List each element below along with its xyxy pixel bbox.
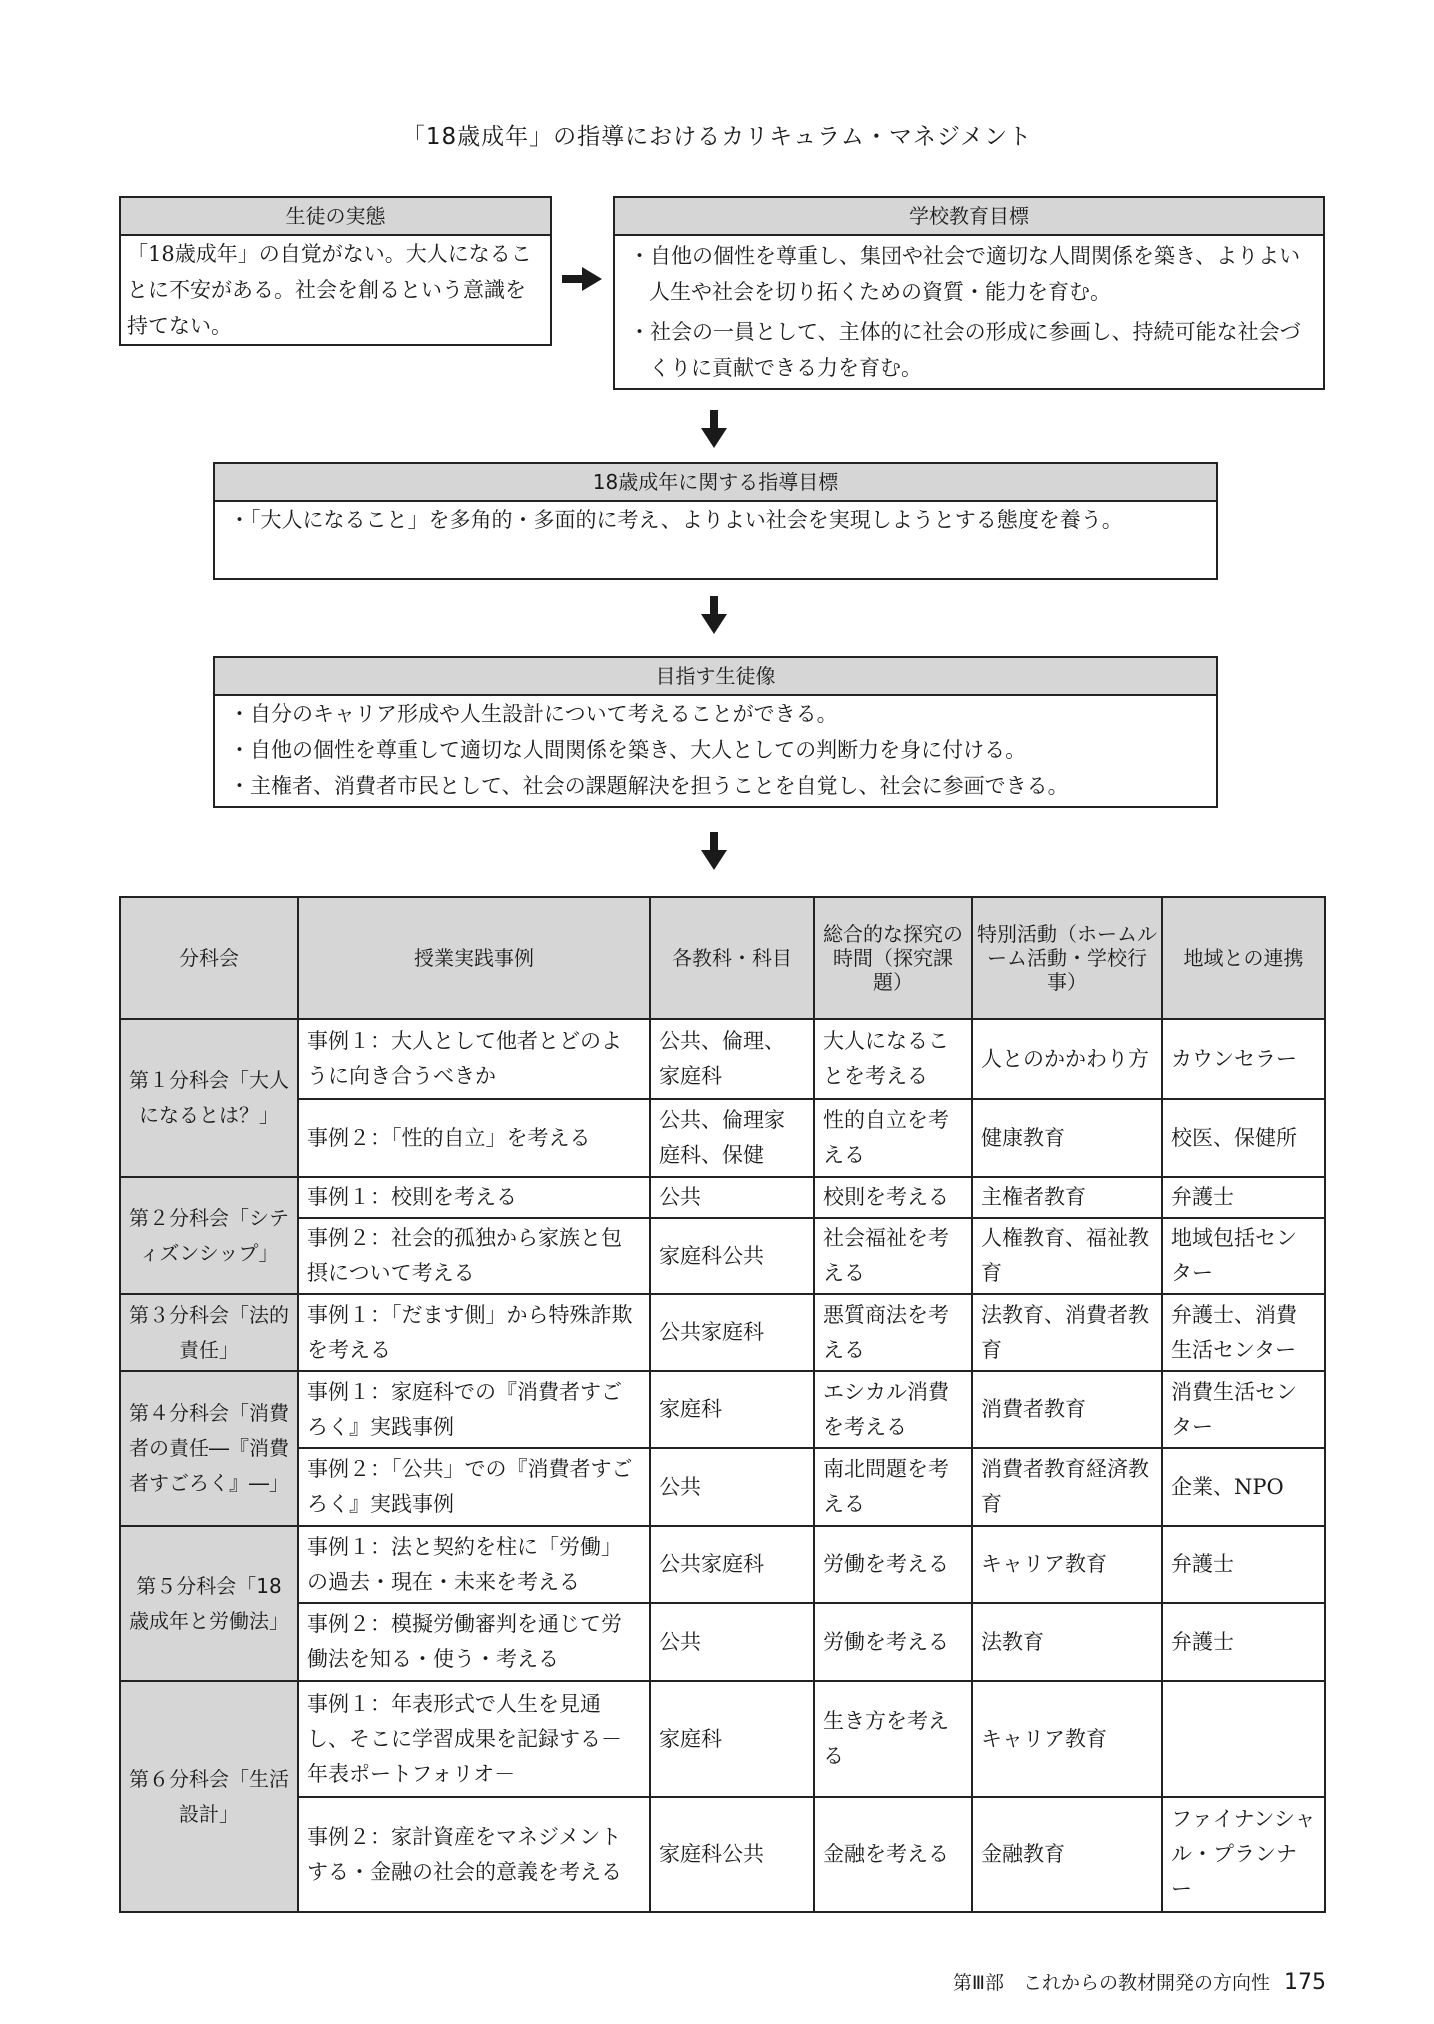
header-community: 地域との連携 [1162,897,1325,1019]
division-3: 第３分科会「法的責任」 [120,1294,298,1371]
activity-cell: 法教育、消費者教育 [972,1294,1162,1371]
page-number: 175 [1284,1970,1326,1995]
division-4: 第４分科会「消費者の責任―『消費者すごろく』―」 [120,1371,298,1526]
guidance-goal-list [215,502,1216,538]
school-goals-title: 学校教育目標 [615,198,1323,236]
school-goal-item: ・社会の一員として、主体的に社会の形成に参画し、持続可能な社会づくりに貢献できる力を育む。 [629,320,1301,380]
subject-cell: 家庭科 [650,1681,814,1797]
table-row [120,1448,1325,1526]
division-1: 第１分科会「大人になるとは？」 [120,1019,298,1177]
target-student-box [213,656,1218,808]
community-cell: 弁護士 [1162,1177,1325,1218]
community-cell: カウンセラー [1162,1019,1325,1099]
table-row [120,1177,1325,1218]
school-goals-list [615,236,1323,386]
activity-cell: キャリア教育 [972,1526,1162,1603]
activity-cell: 消費者教育経済教育 [972,1448,1162,1526]
activity-cell: キャリア教育 [972,1681,1162,1797]
inquiry-cell: 生き方を考える [814,1681,972,1797]
header-inquiry: 総合的な探究の時間（探究課題） [814,897,972,1019]
inquiry-cell: 大人になることを考える [814,1019,972,1099]
school-goal-item: ・自他の個性を尊重し、集団や社会で適切な人間関係を築き、よりよい人生や社会を切り拓くための資質・能力を育む。 [629,244,1301,304]
inquiry-cell: 金融を考える [814,1797,972,1912]
table-header-row [120,897,1325,1019]
case-cell: 事例２：「公共」での『消費者すごろく』実践事例 [298,1448,650,1526]
case-cell: 事例２：模擬労働審判を通じて労働法を知る・使う・考える [298,1603,650,1681]
activity-cell: 人権教育、福祉教育 [972,1218,1162,1294]
inquiry-cell: 性的自立を考える [814,1099,972,1177]
activity-cell: 消費者教育 [972,1371,1162,1448]
case-cell: 事例１：大人として他者とどのように向き合うべきか [298,1019,650,1099]
header-division: 分科会 [120,897,298,1019]
table-row [120,1019,1325,1099]
header-case: 授業実践事例 [298,897,650,1019]
case-cell: 事例１：「だます側」から特殊詐欺を考える [298,1294,650,1371]
community-cell: 弁護士 [1162,1526,1325,1603]
table-row [120,1218,1325,1294]
target-student-title: 目指す生徒像 [215,658,1216,696]
table-row [120,1371,1325,1448]
school-goals-box [613,196,1325,390]
subject-cell: 公共家庭科 [650,1526,814,1603]
community-cell: 校医、保健所 [1162,1099,1325,1177]
inquiry-cell: エシカル消費を考える [814,1371,972,1448]
subject-cell: 家庭科公共 [650,1218,814,1294]
case-cell: 事例１：法と契約を柱に「労働」の過去・現在・未来を考える [298,1526,650,1603]
target-student-item: ・自他の個性を尊重して適切な人間関係を築き、大人としての判断力を身に付ける。 [229,738,1027,762]
footer-part-title: 第Ⅲ部 これからの教材開発の方向性 [952,1972,1270,1994]
target-student-item: ・自分のキャリア形成や人生設計について考えることができる。 [229,702,838,726]
community-cell [1162,1681,1325,1797]
header-subject: 各教科・科目 [650,897,814,1019]
inquiry-cell: 悪質商法を考える [814,1294,972,1371]
community-cell: 消費生活センター [1162,1371,1325,1448]
case-cell: 事例１：年表形式で人生を見通し、そこに学習成果を記録する－年表ポートフォリオ－ [298,1681,650,1797]
subject-cell: 公共、倫理、家庭科 [650,1019,814,1099]
subject-cell: 公共 [650,1177,814,1218]
inquiry-cell: 労働を考える [814,1603,972,1681]
target-student-list [215,696,1216,804]
activity-cell: 金融教育 [972,1797,1162,1912]
subject-cell: 家庭科公共 [650,1797,814,1912]
inquiry-cell: 社会福祉を考える [814,1218,972,1294]
activity-cell: 法教育 [972,1603,1162,1681]
case-cell: 事例２：「性的自立」を考える [298,1099,650,1177]
activity-cell: 健康教育 [972,1099,1162,1177]
community-cell: 弁護士 [1162,1603,1325,1681]
table-row [120,1294,1325,1371]
table-row [120,1099,1325,1177]
subject-cell: 家庭科 [650,1371,814,1448]
division-5: 第５分科会「18歳成年と労働法」 [120,1526,298,1681]
table-row [120,1797,1325,1912]
division-2: 第２分科会「シティズンシップ」 [120,1177,298,1294]
student-reality-title: 生徒の実態 [121,198,550,236]
community-cell: 弁護士、消費生活センター [1162,1294,1325,1371]
division-6: 第６分科会「生活設計」 [120,1681,298,1912]
inquiry-cell: 南北問題を考える [814,1448,972,1526]
header-special-activity: 特別活動（ホームルーム活動・学校行事） [972,897,1162,1019]
activity-cell: 人とのかかわり方 [972,1019,1162,1099]
case-cell: 事例１：校則を考える [298,1177,650,1218]
activity-cell: 主権者教育 [972,1177,1162,1218]
guidance-goal-item: ・「大人になること」を多角的・多面的に考え、よりよい社会を実現しようとする態度を養う。 [229,508,1123,532]
case-cell: 事例２：家計資産をマネジメントする・金融の社会的意義を考える [298,1797,650,1912]
target-student-item: ・主権者、消費者市民として、社会の課題解決を担うことを自覚し、社会に参画できる。 [229,774,1069,798]
case-cell: 事例１：家庭科での『消費者すごろく』実践事例 [298,1371,650,1448]
inquiry-cell: 労働を考える [814,1526,972,1603]
curriculum-table [119,896,1326,1913]
case-cell: 事例２：社会的孤独から家族と包摂について考える [298,1218,650,1294]
community-cell: 企業、NPO [1162,1448,1325,1526]
table-row [120,1681,1325,1797]
guidance-goal-title: 18歳成年に関する指導目標 [215,464,1216,502]
guidance-goal-box [213,462,1218,580]
table-row [120,1526,1325,1603]
page-title: 「18歳成年」の指導におけるカリキュラム・マネジメント [401,124,1033,150]
student-reality-box [119,196,552,346]
page-footer [953,1968,1326,1995]
subject-cell: 公共 [650,1603,814,1681]
subject-cell: 公共、倫理家庭科、保健 [650,1099,814,1177]
subject-cell: 公共 [650,1448,814,1526]
table-row [120,1603,1325,1681]
community-cell: 地域包括センター [1162,1218,1325,1294]
student-reality-text: 「18歳成年」の自覚がない。大人になることに不安がある。社会を創るという意識を持てない。 [127,242,532,338]
subject-cell: 公共家庭科 [650,1294,814,1371]
community-cell: ファイナンシャル・プランナー [1162,1797,1325,1912]
inquiry-cell: 校則を考える [814,1177,972,1218]
